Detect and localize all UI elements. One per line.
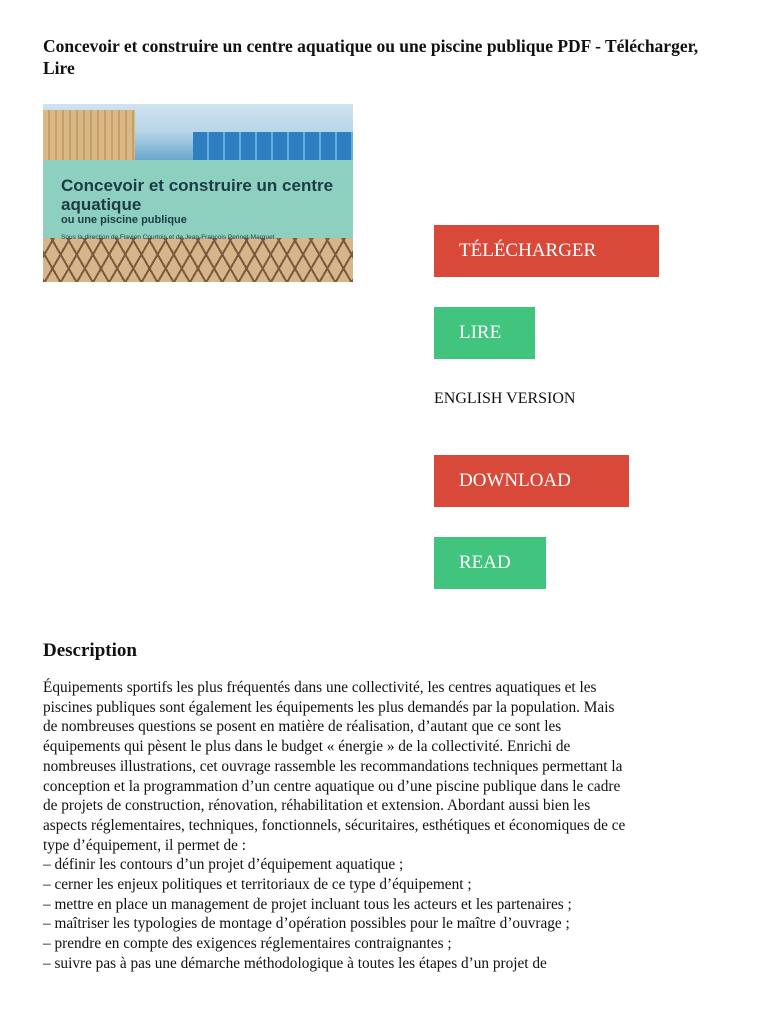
english-version-label: ENGLISH VERSION [434,390,576,407]
description-list-item: – suivre pas à pas une démarche méthodologique à toutes les étapes d’un projet de [43,954,547,972]
book-cover-image [43,104,353,282]
description-heading: Description [43,640,137,661]
description-list-item: – prendre en compte des exigences réglementaires contraignantes ; [43,935,452,953]
cover-photo-building [43,110,135,166]
description-line: aspects réglementaires, techniques, fonctionnels, sécuritaires, esthétiques et économiques de ce [43,816,626,834]
cover-title: Concevoir et construire un centre aquatique [61,176,334,214]
telecharger-button[interactable]: TÉLÉCHARGER [434,225,659,277]
description-list-item: – définir les contours d’un projet d’équipement aquatique ; [43,856,404,874]
page-title: Concevoir et construire un centre aquatique ou une piscine publique PDF - Télécharger, Lire [43,36,699,78]
description-list-item: – cerner les enjeux politiques et territoriaux de ce type d’équipement ; [43,876,472,894]
description-list-item: – mettre en place un management de projet incluant tous les acteurs et les partenaires ; [43,895,572,913]
description-line: type d’équipement, il permet de : [43,836,247,854]
description-line: nombreuses illustrations, cet ouvrage rassemble les recommandations techniques permettant la [43,757,623,775]
description-line: équipements qui pèsent le plus dans le budget « énergie » de la collectivité. Enrichi de [43,738,571,756]
description-line: piscines publiques sont également les équipements les plus demandés par la population. Mais [43,698,615,716]
cover-authors: Sous la direction de Flavien Courtois et de Jean-François Perinet-Marquet [61,234,275,241]
description-line: conception et la programmation d’un centre aquatique ou d’une piscine publique dans le cadre [43,777,621,795]
lire-button[interactable]: LIRE [434,307,535,359]
description-list-item: – maîtriser les typologies de montage d’opération possibles pour le maître d’ouvrage ; [43,915,570,933]
description-line: de projets de construction, rénovation, réhabilitation et extension. Abordant aussi bien les [43,797,591,815]
description-text [43,678,733,974]
read-button[interactable]: READ [434,537,546,589]
description-line: Équipements sportifs les plus fréquentés dans une collectivité, les centres aquatiques et les [43,679,597,696]
cover-photo-structure [43,238,353,282]
cover-subtitle: ou une piscine publique [61,214,187,226]
description-line: de nombreuses questions se posent en matière de réalisation, d’autant que ce sont les [43,718,562,736]
download-button[interactable]: DOWNLOAD [434,455,629,507]
